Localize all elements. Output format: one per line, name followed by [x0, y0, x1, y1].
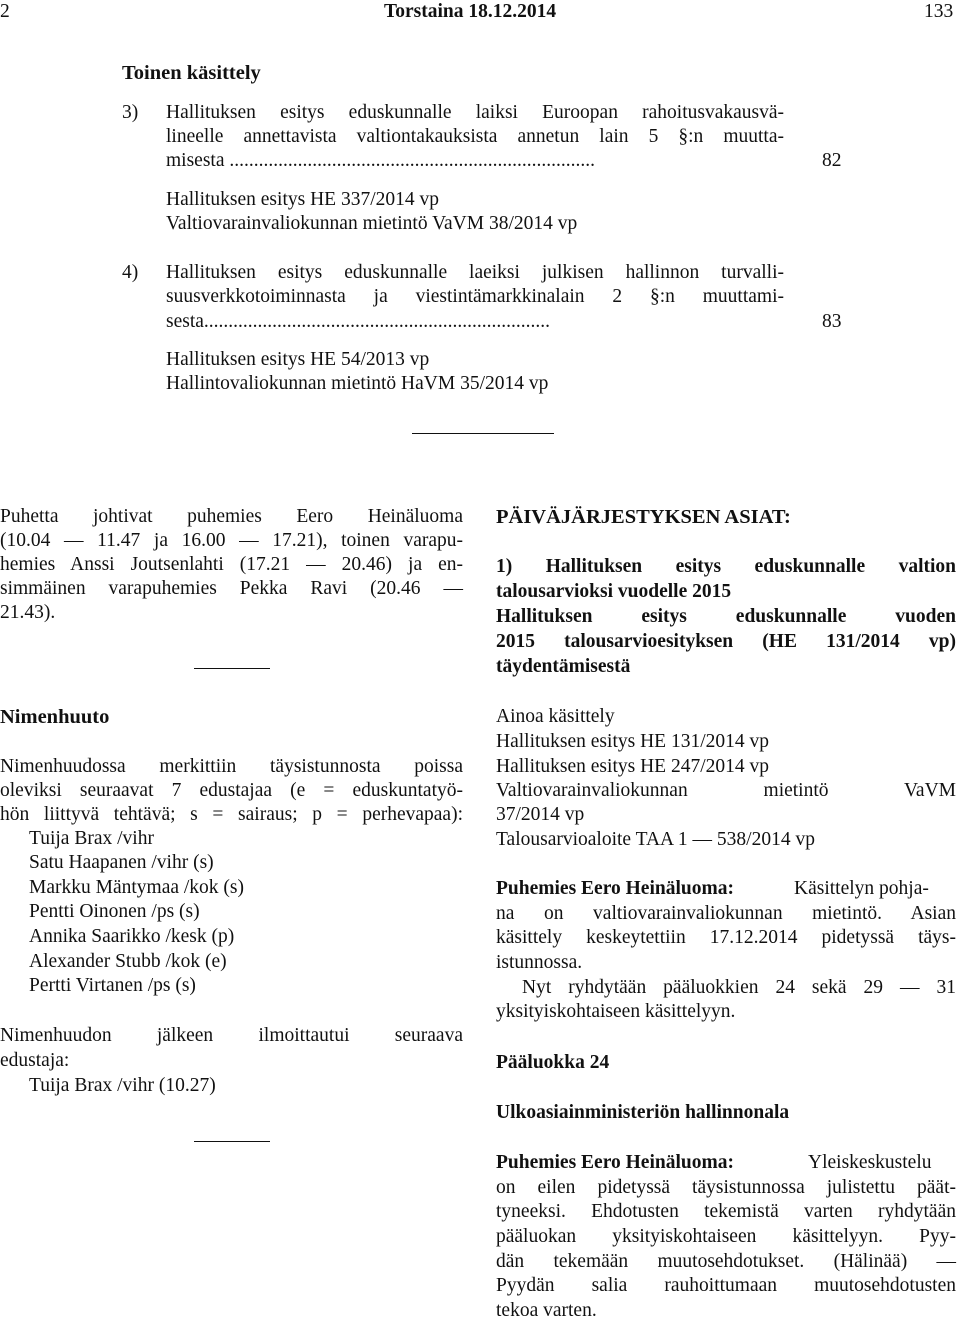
toc-item4-number: 4) [122, 262, 139, 283]
toc-item3-ref1: Hallituksen esitys HE 337/2014 vp [166, 189, 439, 210]
page-number-left: 2 [0, 1, 10, 22]
absent-member: Tuija Brax /vihr [29, 828, 154, 849]
agenda-item-line-3: Hallituksen esitys eduskunnalle vuoden [496, 606, 956, 627]
reference-line: Valtiovarainvaliokunnan mietintö VaVM [496, 780, 956, 801]
absent-member: Annika Saarikko /kesk (p) [29, 926, 235, 947]
left-divider-2 [194, 1141, 270, 1142]
speech-1-line-5: Nyt ryhdytään pääluokkien 24 sekä 29 — 31 [522, 977, 956, 998]
speech-1-line-3: käsittely keskeytettiin 17.12.2014 pidetyssä täys- [496, 927, 956, 948]
toc-item4-ref2: Hallintovaliokunnan mietintö HaVM 35/2014 vp [166, 373, 549, 394]
chair-line-4: simmäinen varapuhemies Pekka Ravi (20.46 — [0, 578, 463, 599]
reference-line: Hallituksen esitys HE 131/2014 vp [496, 731, 769, 752]
absent-member: Pertti Virtanen /ps (s) [29, 975, 196, 996]
toc-divider [412, 433, 554, 434]
agenda-heading: PÄIVÄJÄRJESTYKSEN ASIAT: [496, 506, 791, 528]
toc-item4-line1: Hallituksen esitys eduskunnalle laeiksi julkisen hallinnon turvalli- [166, 262, 784, 283]
chair-line-3: hemies Anssi Joutsenlahti (17.21 — 20.46) ja en- [0, 554, 463, 575]
page-title: Torstaina 18.12.2014 [384, 1, 557, 22]
reference-line: 37/2014 vp [496, 804, 585, 825]
page-number-right: 133 [924, 1, 954, 22]
reference-line: Ainoa käsittely [496, 706, 615, 727]
speech-2-line-2: on eilen pidetyssä täysistunnossa julistettu päät- [496, 1177, 956, 1198]
toc-heading: Toinen käsittely [122, 62, 261, 84]
toc-item3-line1: Hallituksen esitys eduskunnalle laiksi Euroopan rahoitusvakausvä- [166, 102, 784, 123]
agenda-item-line-1: 1) Hallituksen esitys eduskunnalle valtion [496, 556, 956, 577]
toc-item3-number: 3) [122, 102, 139, 123]
speech-2-line-6: Pyydän salia rauhoittumaan muutosehdotusten [496, 1275, 956, 1296]
reference-line: Talousarvioaloite TAA 1 — 538/2014 vp [496, 829, 815, 850]
toc-item3-page: 82 [822, 150, 842, 171]
after-rollcall-line-1: Nimenhuudon jälkeen ilmoittautui seuraava [0, 1025, 463, 1046]
toc-item3-line2: lineelle annettavista valtiontakauksista annetun lain 5 §:n muutta- [166, 126, 784, 147]
speech-1-line-1: Käsittelyn pohja- [794, 878, 929, 899]
toc-item4-ref1: Hallituksen esitys HE 54/2013 vp [166, 349, 430, 370]
rollcall-heading: Nimenhuuto [0, 706, 110, 728]
section-heading: Pääluokka 24 [496, 1052, 610, 1073]
left-divider-1 [194, 668, 270, 669]
late-member: Tuija Brax /vihr (10.27) [29, 1075, 216, 1096]
toc-item4-line3: sesta....................................................................... [166, 311, 551, 332]
absent-member: Satu Haapanen /vihr (s) [29, 852, 214, 873]
subsection-heading: Ulkoasiainministeriön hallinnonala [496, 1102, 790, 1123]
speech-2-line-1: Yleiskeskustelu [808, 1152, 932, 1173]
speech-1-line-2: na on valtiovarainvaliokunnan mietintö. Asian [496, 903, 956, 924]
speaker-name: Puhemies Eero Heinäluoma: [496, 1152, 734, 1173]
speech-1-line-4: istunnossa. [496, 952, 583, 973]
toc-item4-line2: suusverkkotoiminnasta ja viestintämarkkinalain 2 §:n muuttami- [166, 286, 784, 307]
toc-item4-page: 83 [822, 311, 842, 332]
chair-line-2: (10.04 — 11.47 ja 16.00 — 17.21), toinen varapu- [0, 530, 463, 551]
after-rollcall-line-2: edustaja: [0, 1050, 70, 1071]
speech-2-line-3: tyneeksi. Ehdotusten tekemistä varten ryhdytään [496, 1201, 956, 1222]
speaker-name: Puhemies Eero Heinäluoma: [496, 878, 734, 899]
agenda-item-line-4: 2015 talousarvioesityksen (HE 131/2014 vp) [496, 631, 956, 652]
rollcall-line-3: hön liittyvä tehtävä; s = sairaus; p = perhevapaa): [0, 804, 463, 825]
absent-member: Markku Mäntymaa /kok (s) [29, 877, 244, 898]
absent-member: Alexander Stubb /kok (e) [29, 951, 227, 972]
chair-line-1: Puhetta johtivat puhemies Eero Heinäluoma [0, 506, 463, 527]
toc-item3-line3: misesta ........................................................................... [166, 150, 595, 171]
rollcall-line-2: oleviksi seuraavat 7 edustajaa (e = eduskuntatyö- [0, 780, 463, 801]
reference-line: Hallituksen esitys HE 247/2014 vp [496, 756, 769, 777]
speech-2-line-5: dän tekemään muutosehdotukset. (Hälinää) — [496, 1251, 956, 1272]
chair-line-5: 21.43). [0, 602, 56, 623]
agenda-item-line-2: talousarvioksi vuodelle 2015 [496, 581, 732, 602]
rollcall-line-1: Nimenhuudossa merkittiin täysistunnosta poissa [0, 756, 463, 777]
toc-item3-ref2: Valtiovarainvaliokunnan mietintö VaVM 38/2014 vp [166, 213, 578, 234]
agenda-item-line-5: täydentämisestä [496, 656, 631, 677]
speech-1-line-6: yksityiskohtaiseen käsittelyyn. [496, 1001, 736, 1022]
speech-2-line-7: tekoa varten. [496, 1300, 597, 1321]
absent-member: Pentti Oinonen /ps (s) [29, 901, 200, 922]
speech-2-line-4: pääluokan yksityiskohtaiseen käsittelyyn. Pyy- [496, 1226, 956, 1247]
